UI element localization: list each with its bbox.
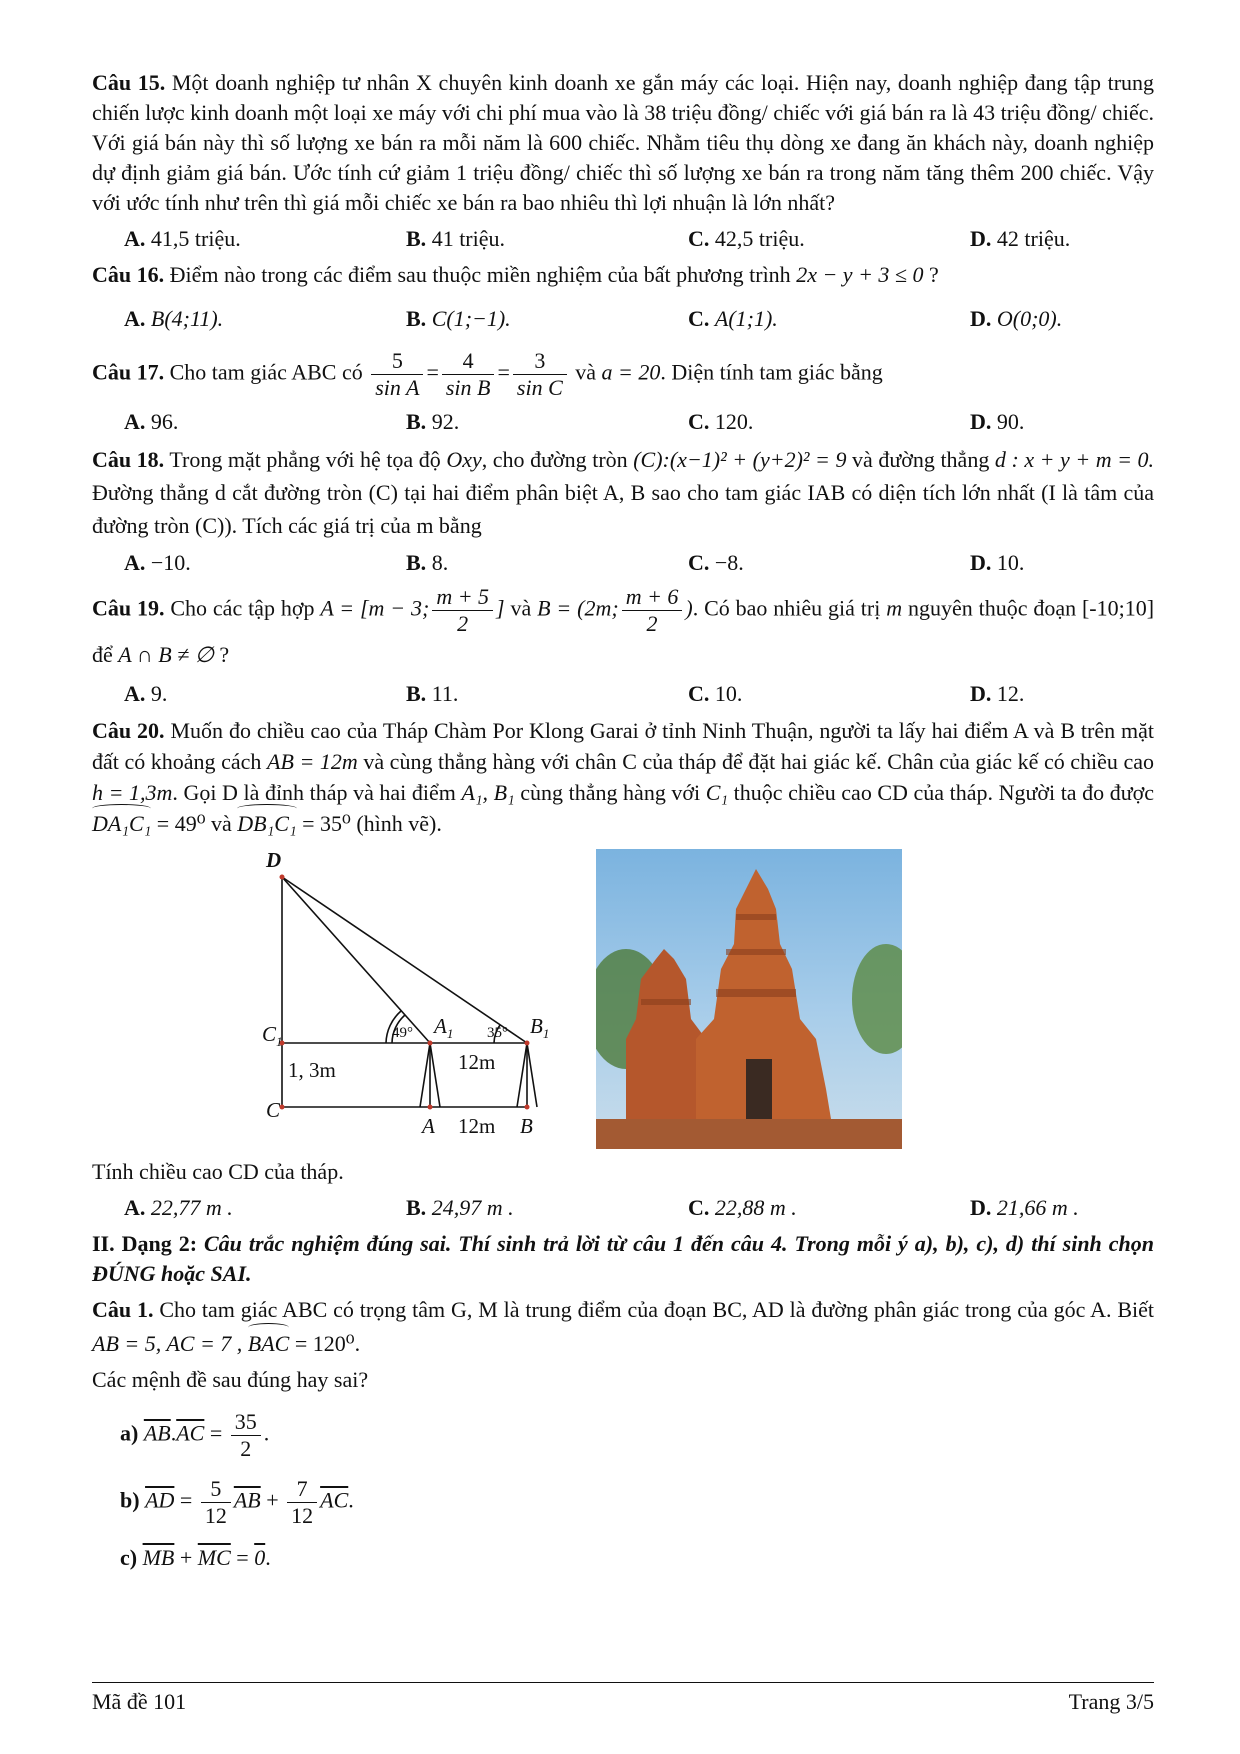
tripod-b xyxy=(517,1043,527,1107)
question-text: và đường thẳng xyxy=(852,447,990,472)
point-d xyxy=(280,875,285,880)
question-15 xyxy=(92,68,1154,218)
label-angle-35: 35° xyxy=(487,1025,508,1041)
option-a: A. 96. xyxy=(124,409,179,434)
point-a xyxy=(428,1105,433,1110)
fraction: $\frac{35}{2}$ xyxy=(231,1409,261,1462)
label-b: B xyxy=(520,1114,533,1138)
point-c xyxy=(280,1105,285,1110)
point-b1 xyxy=(525,1041,530,1046)
section-description: Câu trắc nghiệm đúng sai. Thí sinh trả lời từ câu 1 đến câu 4. Trong mỗi ý a), b), c), d) thí sinh chọn ĐÚNG hoặc SAI. xyxy=(92,1231,1155,1286)
option-a: A. 41,5 triệu. xyxy=(124,226,241,251)
tripod-a xyxy=(420,1043,430,1107)
question-text: Đường thẳng d cắt đường tròn (C) tại hai điểm phân biệt A, B sao cho tam giác IAB có diện tích lớn nhất (I là tâm của đường tròn (C)). Tích các giá trị của m bằng xyxy=(92,480,1154,538)
circle-equation: (C):(x−1)² + (y+2)² = 9 xyxy=(633,447,847,472)
question-label: Câu 17. xyxy=(92,359,165,385)
option-b: B. 11. xyxy=(406,681,459,706)
sight-line-a xyxy=(282,877,430,1043)
tower-diagram xyxy=(262,849,572,1149)
option-c: C. 10. xyxy=(688,681,743,706)
base-wall xyxy=(596,1119,902,1149)
statement-label: a) xyxy=(120,1420,139,1446)
condition: A ∩ B ≠ ∅ xyxy=(118,642,214,667)
vector: $\overline{MB}$ xyxy=(142,1545,175,1570)
question-tail: ? xyxy=(923,262,939,287)
tree xyxy=(852,944,902,1054)
question-17: Câu 17. Cho tam giác ABC có $\frac{5}{\text{sin A}}$ = $\frac{4}{\text{sin B}}$ = $\frac{3}{\text{sin C}}$ và a = 20. Diện tính tam giác bằng xyxy=(92,348,883,400)
tripod-a xyxy=(430,1043,440,1107)
inequality: 2x − y + 3 ≤ 0 xyxy=(796,262,924,287)
coordinate-system: Oxy xyxy=(446,447,482,472)
question-text: Muốn đo chiều cao của Tháp Chàm Por Klong Garai ở tỉnh Ninh Thuận, người ta lấy hai điểm A và B trên mặt đất có khoảng cách xyxy=(92,718,1155,774)
options-19 xyxy=(92,679,1154,709)
connector: và xyxy=(211,811,232,836)
question-text: Điểm nào trong các điểm sau thuộc miền nghiệm của bất phương trình xyxy=(169,262,791,287)
zero-vector: 0 xyxy=(254,1545,266,1570)
question-text: (hình vẽ). xyxy=(356,811,442,836)
variable: m xyxy=(886,595,903,621)
angle-value: = 49⁰ xyxy=(156,811,206,836)
point-b xyxy=(525,1105,530,1110)
sight-line-b xyxy=(282,877,527,1043)
option-b: B. 8. xyxy=(406,550,449,575)
option-c: C. 42,5 triệu. xyxy=(688,226,805,251)
point: C₁ xyxy=(705,780,729,805)
point-a1 xyxy=(428,1041,433,1046)
option-b: B. C(1;−1). xyxy=(406,306,511,331)
options-20 xyxy=(92,1193,1154,1223)
question-16 xyxy=(92,260,1154,290)
label-c1: $C_1$ xyxy=(262,1022,283,1049)
question-text: và cùng thẳng hàng với chân C của tháp để đặt hai giác kế. Chân của giác kế có chiều cao xyxy=(363,749,1155,774)
question-text: Cho tam giác ABC có trọng tâm G, M là trung điểm của đoạn BC, AD là đường phân giác trong của góc A. Biết xyxy=(159,1297,1155,1322)
question-text: Trong mặt phẳng với hệ tọa độ xyxy=(169,447,441,472)
label-angle-49: 49° xyxy=(392,1025,413,1041)
option-d: D. 21,66 m . xyxy=(970,1195,1079,1220)
question-label: Câu 19. xyxy=(92,595,165,621)
s2-question-1-ask xyxy=(92,1365,1154,1395)
options-17 xyxy=(92,407,1154,437)
question-20 xyxy=(92,715,1154,839)
question-20-ask xyxy=(92,1157,1154,1187)
option-b: B. 24,97 m . xyxy=(406,1195,514,1220)
question-label: Câu 16. xyxy=(92,262,165,287)
option-c: C. A(1;1). xyxy=(688,306,778,331)
fraction: $\frac{4}{\text{sin B}}$ xyxy=(442,348,495,401)
bracket: ] xyxy=(496,595,505,621)
question-text: Cho các tập hợp xyxy=(170,595,315,621)
page-footer xyxy=(92,1682,1154,1715)
label-c: C xyxy=(266,1098,281,1122)
question-text: . Có bao nhiêu giá trị xyxy=(692,595,881,621)
option-a: A. 22,77 m . xyxy=(124,1195,233,1220)
statement-label: c) xyxy=(120,1545,138,1570)
options-16 xyxy=(92,304,1154,334)
connector: và xyxy=(510,595,532,621)
label-d: D xyxy=(266,849,282,872)
question-label: Câu 1. xyxy=(92,1297,154,1322)
page-number: Trang 3/5 xyxy=(1068,1689,1154,1714)
tower-photo-drawing xyxy=(596,849,902,1149)
option-a: A. 9. xyxy=(124,681,168,706)
fraction: $\frac{m + 5}{2}$ xyxy=(432,584,493,637)
question-tail: . Diện tính tam giác bằng xyxy=(660,359,883,385)
question-text: thuộc chiều cao CD của tháp. Người ta đo được xyxy=(733,780,1155,805)
question-label: Câu 18. xyxy=(92,447,165,472)
fraction: $\frac{7}{12}$ xyxy=(287,1476,317,1529)
option-d: D. 10. xyxy=(970,550,1025,575)
label-dist-ab: 12m xyxy=(458,1114,496,1138)
vector: $\overline{MC}$ xyxy=(197,1545,231,1570)
fraction: $\frac{m + 6}{2}$ xyxy=(622,584,683,637)
option-c: C. 120. xyxy=(688,409,754,434)
option-d: D. 90. xyxy=(970,409,1025,434)
s2-question-1 xyxy=(92,1293,1154,1361)
label-b1: $B_1$ xyxy=(530,1014,550,1041)
vector: $\overline{AC}$ xyxy=(320,1487,349,1513)
option-a: A. B(4;11). xyxy=(124,306,224,331)
question-label: Câu 15. xyxy=(92,70,166,95)
option-c: C. 22,88 m . xyxy=(688,1195,797,1220)
tower-band xyxy=(736,914,776,920)
label-a1: $A_1$ xyxy=(434,1014,454,1041)
question-18 xyxy=(92,443,1154,542)
options-15 xyxy=(92,224,1154,254)
options-18 xyxy=(92,548,1154,578)
fraction: $\frac{3}{\text{sin C}}$ xyxy=(513,348,567,401)
exam-page xyxy=(92,68,1154,1573)
set-b: B = (2m; xyxy=(537,595,619,621)
points: A₁, B₁ xyxy=(461,780,515,805)
question-19 xyxy=(92,584,1154,673)
angle: DA₁C₁ xyxy=(92,808,151,839)
option-b: B. 41 triệu. xyxy=(406,226,506,251)
tower-band xyxy=(726,949,786,955)
question-tail: ? xyxy=(213,642,230,667)
vector: $\overline{AB}$ xyxy=(233,1487,261,1513)
question-text: cùng thẳng hàng với xyxy=(520,780,701,805)
section-2-heading xyxy=(92,1229,1154,1289)
fraction: $\frac{5}{\text{sin A}}$ xyxy=(371,348,423,401)
bracket: ) xyxy=(685,595,693,621)
angle: DB₁C₁ xyxy=(237,808,296,839)
figure-row xyxy=(262,849,1154,1149)
set-a: A = [m − 3; xyxy=(320,595,430,621)
option-a: A. −10. xyxy=(124,550,191,575)
option-d: D. 42 triệu. xyxy=(970,226,1071,251)
vector: $\overline{AD}$ xyxy=(145,1487,175,1513)
angle-value: = 35⁰ xyxy=(302,811,351,836)
question-text: Tính chiều cao CD của tháp. xyxy=(92,1159,344,1184)
height: h = 1,3m xyxy=(92,780,173,805)
option-d: D. 12. xyxy=(970,681,1025,706)
tower-band xyxy=(716,989,796,997)
question-label: Câu 20. xyxy=(92,718,165,743)
label-dist-a1b1: 12m xyxy=(458,1050,496,1074)
statement-c: c) $\overline{MB} + \overline{MC} = 0$. xyxy=(120,1545,271,1570)
statement-a: a) $\overline{AB}.\overline{AC}$ = $\frac{35}{2}$ . xyxy=(120,1409,270,1461)
tower-photo xyxy=(596,849,902,1149)
tripod-b xyxy=(527,1043,537,1107)
tower-band xyxy=(641,999,691,1005)
option-c: C. −8. xyxy=(688,550,744,575)
label-height: 1, 3m xyxy=(288,1058,336,1082)
tower-door xyxy=(746,1059,772,1119)
line-equation: d : x + y + m = 0. xyxy=(994,447,1155,472)
statement-b: b) $\overline{AD}$ = $\frac{5}{12}$ $\overline{AB}$ + $\frac{7}{12}$ $\overline{AC}$. xyxy=(120,1476,354,1528)
condition: a = 20 xyxy=(601,359,661,385)
distance: AB = 12m xyxy=(267,749,358,774)
question-text: . Gọi D là đỉnh tháp và hai điểm xyxy=(172,780,456,805)
option-b: B. 92. xyxy=(406,409,460,434)
vector: $\overline{AC}$ xyxy=(176,1420,205,1446)
question-text: nguyên thuộc đoạn [-10;10] để xyxy=(92,595,1155,667)
section-label: II. Dạng 2: xyxy=(92,1231,198,1256)
connector: và xyxy=(575,359,597,385)
question-text: Cho tam giác ABC có xyxy=(169,359,363,385)
given-values: AB = 5, AC = 7 , xyxy=(92,1331,243,1356)
question-text: , cho đường tròn xyxy=(481,447,628,472)
vector: $\overline{AB}$ xyxy=(143,1420,171,1446)
angle-value: = 120⁰. xyxy=(294,1331,361,1356)
option-d: D. O(0;0). xyxy=(970,306,1063,331)
fraction: $\frac{5}{12}$ xyxy=(201,1476,231,1529)
exam-code: Mã đề 101 xyxy=(92,1689,187,1714)
question-text: Các mệnh đề sau đúng hay sai? xyxy=(92,1367,369,1392)
label-a: A xyxy=(422,1114,435,1138)
angle: BAC xyxy=(248,1327,290,1361)
question-text: Một doanh nghiệp tư nhân X chuyên kinh doanh xe gắn máy các loại. Hiện nay, doanh nghiệp đang tập trung chiến lược kinh doanh một loại xe máy với chi phí mua vào là 38 triệu đồng/ chiếc với giá bán ra là 43 triệu đồng/ chiếc. Với giá bán này thì số lượng xe bán ra mỗi năm là 600 chiếc. Nhằm tiêu thụ dòng xe đang ăn khách này, doanh nghiệp dự định giảm giá bán. Ước tính cứ giảm 1 triệu đồng/ chiếc thì số lượng xe bán ra trong năm tăng thêm 200 chiếc. Vậy với ước tính như trên thì giá mỗi chiếc xe bán ra bao nhiêu thì lợi nhuận là lớn nhất? xyxy=(92,70,1155,215)
statement-label: b) xyxy=(120,1487,140,1513)
